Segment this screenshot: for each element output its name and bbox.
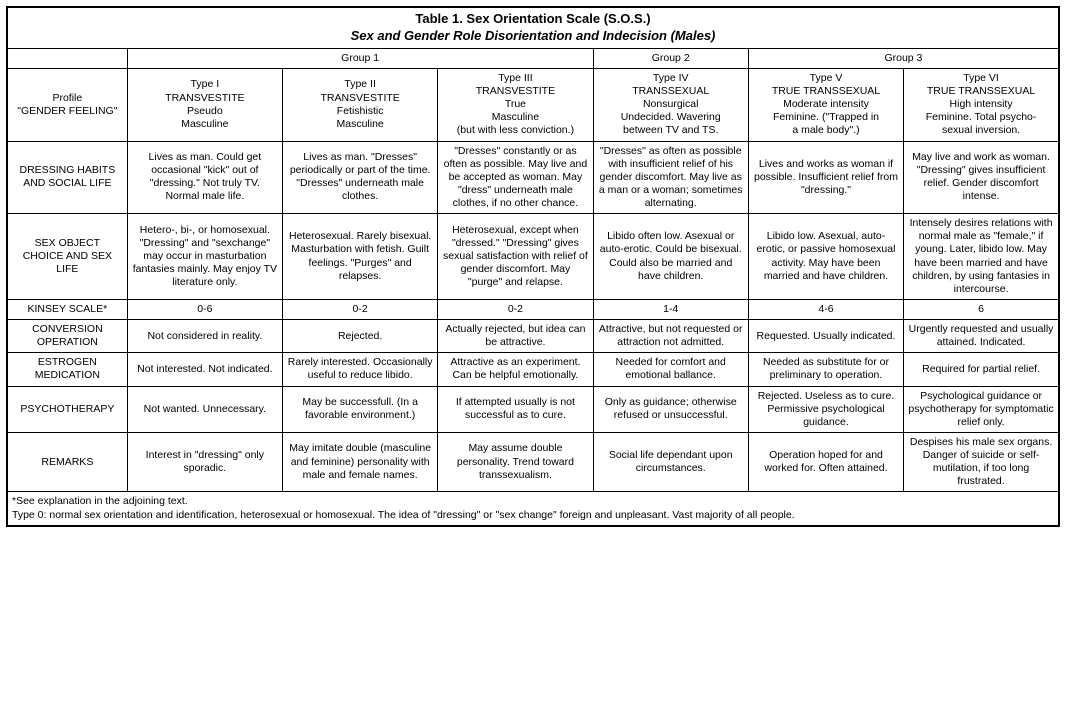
row-label: ESTROGEN MEDICATION [7,353,127,386]
table-row [7,320,1059,353]
row-cell: Not interested. Not indicated. [127,353,282,386]
row-cell: May assume double personality. Trend toward transsexualism. [438,432,593,492]
type-gender-4: Undecided. Wavering between TV and TS. [620,111,721,137]
row-cell: Actually rejected, but idea can be attractive. [438,320,593,353]
row-cell: Not wanted. Unnecessary. [127,386,282,432]
row-cell: Rejected. Useless as to cure. Permissive psychological guidance. [748,386,903,432]
row-cell: Interest in "dressing" only sporadic. [127,432,282,492]
row-cell: Despises his male sex organs. Danger of suicide or self-mutilation, if too long frustrated. [904,432,1059,492]
profile-label-line2: "GENDER FEELING" [17,104,118,117]
type-number-1: Type I [190,78,220,91]
group-header-2: Group 2 [593,48,748,68]
row-cell: 4-6 [748,299,903,319]
table-row [7,299,1059,319]
row-cell: "Dresses" as often as possible with insufficient relief of his gender discomfort. May live as a man or a woman; sometimes alternating. [593,141,748,214]
row-label: SEX OBJECT CHOICE AND SEX LIFE [7,214,127,300]
type-number-2: Type II [344,78,376,91]
type-column-3 [438,68,593,141]
footnote-2: Type 0: normal sex orientation and identification, heterosexual or homosexual. The idea of "dressing" or "sex change" foreign and unpleasant. Vast majority of all people. [12,508,795,521]
type-qualifier-2: Fetishistic [336,104,384,117]
group-header-1: Group 1 [127,48,593,68]
row-cell: Only as guidance; otherwise refused or unsuccessful. [593,386,748,432]
row-cell: Heterosexual, except when "dressed." "Dressing" gives sexual satisfaction with relief of gender discomfort. May "purge" and relapse. [438,214,593,300]
group-header-3: Group 3 [748,48,1059,68]
row-cell: May live and work as woman. "Dressing" gives insufficient relief. Gender discomfort intense. [904,141,1059,214]
row-cell: Operation hoped for and worked for. Often attained. [748,432,903,492]
row-cell: Libido often low. Asexual or auto-erotic. Could be bisexual. Could also be married and have children. [593,214,748,300]
table-title [7,7,1059,48]
type-name-6: TRUE TRANSSEXUAL [926,85,1036,98]
type-gender-2: Masculine [336,117,384,130]
group-header-row [7,48,1059,68]
footnotes [7,492,1059,526]
table-row [7,141,1059,214]
type-qualifier-5: Moderate intensity [783,98,869,111]
type-gender-6: Feminine. Total psycho- sexual inversion. [925,111,1037,137]
table-row [7,386,1059,432]
profile-row-label [7,68,127,141]
row-cell: May be successfull. (In a favorable environment.) [283,386,438,432]
footnote-row [7,492,1059,526]
row-cell: Requested. Usually indicated. [748,320,903,353]
row-cell: Heterosexual. Rarely bisexual. Masturbation with fetish. Guilt feelings. "Purges" and relapses. [283,214,438,300]
footnote-1: *See explanation in the adjoining text. [12,495,188,508]
type-qualifier-3: True [504,98,527,111]
type-column-4 [593,68,748,141]
group-header-corner [7,48,127,68]
row-cell: Psychological guidance or psychotherapy for symptomatic relief only. [904,386,1059,432]
type-name-2: TRANSVESTITE [320,91,400,104]
type-number-3: Type III [498,71,533,84]
row-label: CONVERSION OPERATION [7,320,127,353]
row-cell: Attractive as an experiment. Can be helpful emotionally. [438,353,593,386]
row-cell: Lives as man. Could get occasional "kick" out of "dressing." Not truly TV. Normal male life. [127,141,282,214]
type-gender-3: Masculine (but with less conviction.) [456,111,575,137]
type-column-2 [283,68,438,141]
row-cell: Social life dependant upon circumstances. [593,432,748,492]
type-name-4: TRANSSEXUAL [632,85,710,98]
type-gender-5: Feminine. ("Trapped in a male body".) [772,111,880,137]
row-label: PSYCHOTHERAPY [7,386,127,432]
row-cell: Hetero-, bi-, or homosexual. "Dressing" and "sexchange" may occur in masturbation fantasies mainly. May enjoy TV literature only. [127,214,282,300]
row-cell: Urgently requested and usually attained. Indicated. [904,320,1059,353]
row-cell: Not considered in reality. [127,320,282,353]
row-cell: Libido low. Asexual, auto-erotic, or passive homosexual activity. May have been married and have children. [748,214,903,300]
row-cell: Needed for comfort and emotional ballance. [593,353,748,386]
row-cell: Rejected. [283,320,438,353]
row-cell: Lives as man. "Dresses" periodically or part of the time. "Dresses" underneath male clothes. [283,141,438,214]
row-cell: Lives and works as woman if possible. Insufficient relief from "dressing." [748,141,903,214]
table-row [7,214,1059,300]
row-cell: May imitate double (masculine and feminine) personality with male and female names. [283,432,438,492]
type-name-3: TRANSVESTITE [475,85,556,98]
row-cell: 6 [904,299,1059,319]
table-title-line1: Table 1. Sex Orientation Scale (S.O.S.) [415,11,651,26]
row-label: DRESSING HABITS AND SOCIAL LIFE [7,141,127,214]
type-qualifier-4: Nonsurgical [642,98,699,111]
type-number-6: Type VI [963,71,999,84]
row-label: KINSEY SCALE* [7,299,127,319]
row-cell: "Dresses" constantly or as often as possible. May live and be accepted as woman. May "dress" underneath male clothes, if no other chance. [438,141,593,214]
profile-row [7,68,1059,141]
row-cell: Required for partial relief. [904,353,1059,386]
row-cell: Rarely interested. Occasionally useful to reduce libido. [283,353,438,386]
type-qualifier-1: Pseudo [187,104,223,117]
type-number-5: Type V [809,71,843,84]
profile-label-line1: Profile [52,91,83,104]
table-title-row [7,7,1059,48]
type-qualifier-6: High intensity [949,98,1013,111]
row-cell: 1-4 [593,299,748,319]
row-cell: If attempted usually is not successful as to cure. [438,386,593,432]
table-row [7,353,1059,386]
type-column-1 [127,68,282,141]
table-row [7,432,1059,492]
row-cell: Needed as substitute for or preliminary to operation. [748,353,903,386]
type-column-5 [748,68,903,141]
table-title-line2: Sex and Gender Role Disorientation and Indecision (Males) [350,27,716,43]
row-cell: Attractive, but not requested or attraction not admitted. [593,320,748,353]
row-cell: Intensely desires relations with normal male as "female," if young. Later, libido low. May have been married and have children, by using fantasies in intercourse. [904,214,1059,300]
row-cell: 0-6 [127,299,282,319]
row-cell: 0-2 [283,299,438,319]
type-column-6 [904,68,1059,141]
type-name-5: TRUE TRANSSEXUAL [771,85,881,98]
row-label: REMARKS [7,432,127,492]
sos-table [6,6,1060,527]
row-cell: 0-2 [438,299,593,319]
type-gender-1: Masculine [181,117,229,130]
type-name-1: TRANSVESTITE [165,91,245,104]
type-number-4: Type IV [652,71,689,84]
